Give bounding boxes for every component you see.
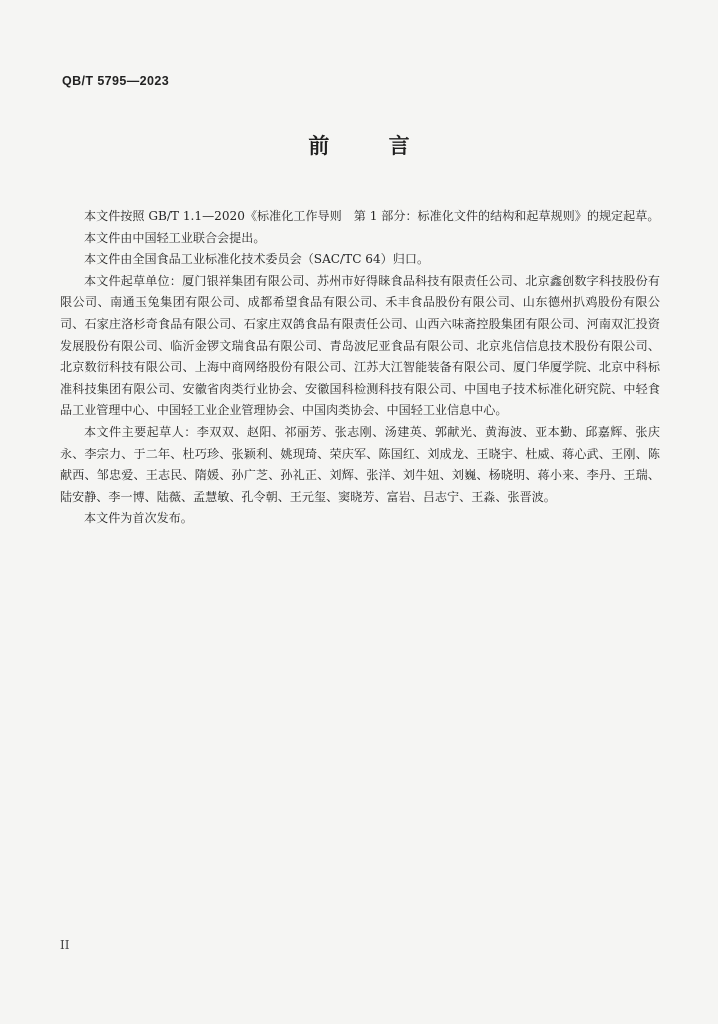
foreword-body: [60, 206, 660, 530]
page-title: 前 言: [308, 134, 436, 158]
paragraph-main-drafters: 本文件主要起草人：李双双、赵阳、祁丽芳、张志刚、汤建英、郭献光、黄海波、亚本勤、邱嘉辉、张庆永、李宗力、于二年、杜巧珍、张颖利、姚现琦、荣庆军、陈国红、刘成龙、王晓宇、杜威、蒋心武、王刚、陈献西、邹忠爱、王志民、隋媛、孙广芝、孙礼正、刘辉、张洋、刘牛妞、刘巍、杨晓明、蒋小来、李丹、王瑞、陆安静、李一博、陆薇、孟慧敏、孔令朝、王元玺、窦晓芳、富岩、吕志宁、王淼、张晋波。: [60, 424, 660, 504]
page-number: II: [60, 938, 70, 952]
paragraph-drafting-organizations: 本文件起草单位：厦门银祥集团有限公司、苏州市好得睐食品科技有限责任公司、北京鑫创数字科技股份有限公司、南通玉兔集团有限公司、成都希望食品有限公司、禾丰食品股份有限公司、山东德州扒鸡股份有限公司、石家庄洛杉奇食品有限公司、石家庄双鸽食品有限责任公司、山西六味斋控股集团有限公司、河南双汇投资发展股份有限公司、临沂金锣文瑞食品有限公司、青岛波尼亚食品有限公司、北京兆信信息技术股份有限公司、北京数衍科技有限公司、上海中商网络股份有限公司、江苏大江智能装备有限公司、厦门华厦学院、北京中科标准科技集团有限公司、安徽省肉类行业协会、安徽国科检测科技有限公司、中国电子技术标准化研究院、中轻食品工业管理中心、中国轻工业企业管理协会、中国肉类协会、中国轻工业信息中心。: [60, 273, 660, 418]
paragraph-under-jurisdiction: 本文件由全国食品工业标准化技术委员会（SAC/TC 64）归口。: [84, 252, 430, 267]
paragraph-drafting-rules: 本文件按照 GB/T 1.1—2020《标准化工作导则 第 1 部分：标准化文件的结构和起草规则》的规定起草。: [84, 209, 660, 223]
paragraph-first-release: 本文件为首次发布。: [84, 511, 193, 526]
document-code: QB/T 5795—2023: [62, 74, 170, 88]
paragraph-proposed-by: 本文件由中国轻工业联合会提出。: [84, 230, 266, 245]
